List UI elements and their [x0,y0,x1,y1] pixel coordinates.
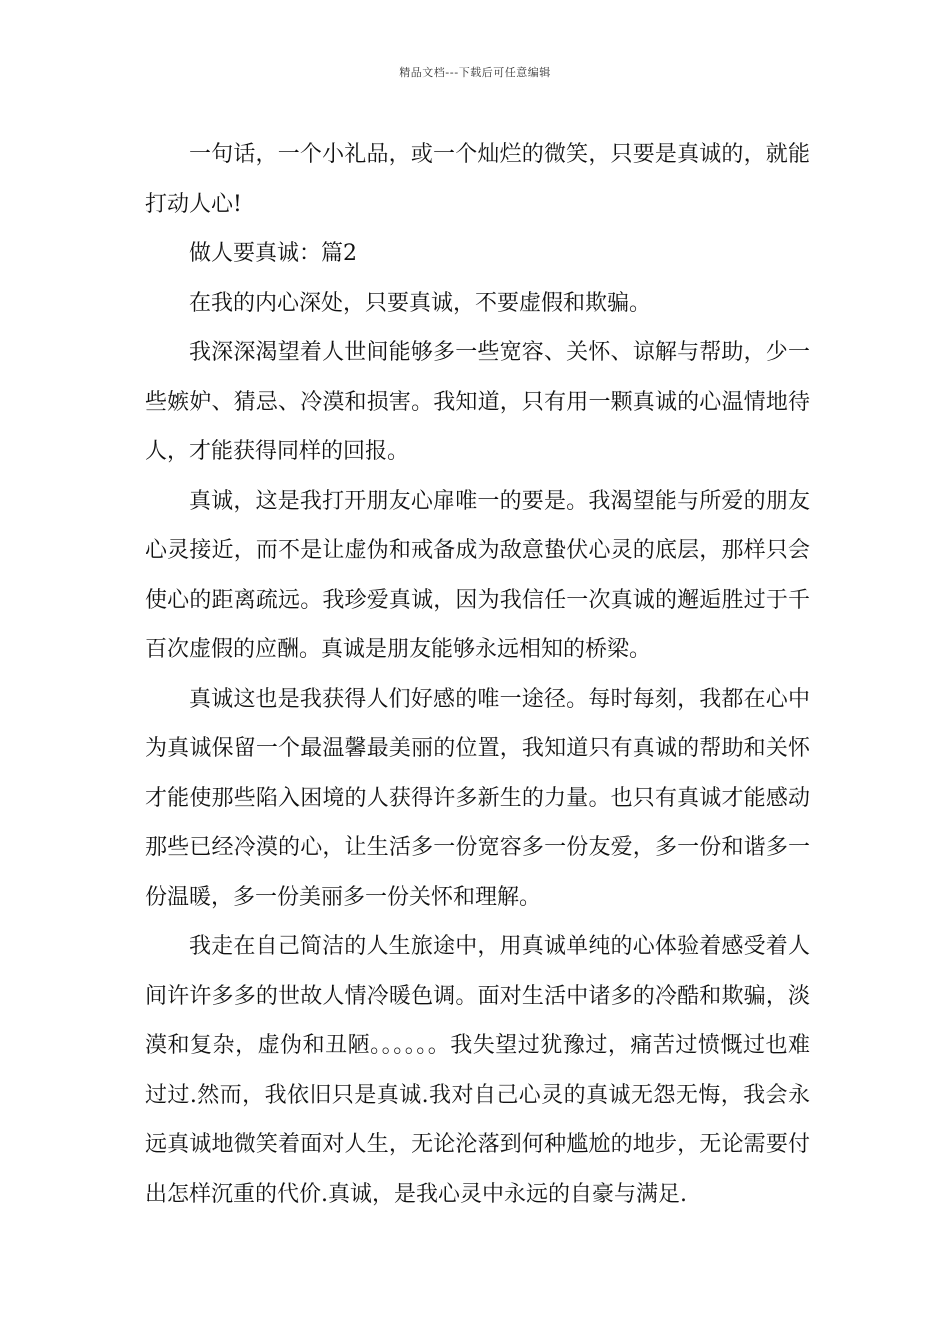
paragraph: 真诚，这是我打开朋友心扉唯一的要是。我渴望能与所爱的朋友心灵接近，而不是让虚伪和戒备成为敌意蛰伏心灵的底层，那样只会使心的距离疏远。我珍爱真诚，因为我信任一次真诚的邂逅胜过于千百次虚假的应酬。真诚是朋友能够永远相知的桥梁。 [145,488,810,662]
paragraph: 真诚这也是我获得人们好感的唯一途径。每时每刻，我都在心中为真诚保留一个最温馨最美丽的位置，我知道只有真诚的帮助和关怀才能使那些陷入困境的人获得许多新生的力量。也只有真诚才能感动那些已经冷漠的心，让生活多一份宽容多一份友爱，多一份和谐多一份温暖，多一份美丽多一份关怀和理解。 [145,686,810,910]
paragraph: 在我的内心深处，只要真诚，不要虚假和欺骗。 [189,290,652,316]
section-heading: 做人要真诚：篇2 [189,241,357,266]
paragraph: 我深深渴望着人世间能够多一些宽容、关怀、谅解与帮助，少一些嫉妒、猜忌、冷漠和损害。我知道，只有用一颗真诚的心温情地待人，才能获得同样的回报。 [145,340,810,464]
paragraph: 一句话，一个小礼品，或一个灿烂的微笑，只要是真诚的，就能打动人心! [145,142,810,217]
document-body [145,130,810,1219]
page-header: 精品文档---下载后可任意编辑 [399,66,551,79]
paragraph: 我走在自己简洁的人生旅途中，用真诚单纯的心体验着感受着人间许许多多的世故人情冷暖色调。面对生活中诸多的冷酷和欺骗，淡漠和复杂，虚伪和丑陋。。。。。。我失望过犹豫过，痛苦过愤慨过也难过过.然而，我依旧只是真诚.我对自己心灵的真诚无怨无悔，我会永远真诚地微笑着面对人生，无论沦落到何种尴尬的地步，无论需要付出怎样沉重的代价.真诚，是我心灵中永远的自豪与满足. [145,934,810,1207]
